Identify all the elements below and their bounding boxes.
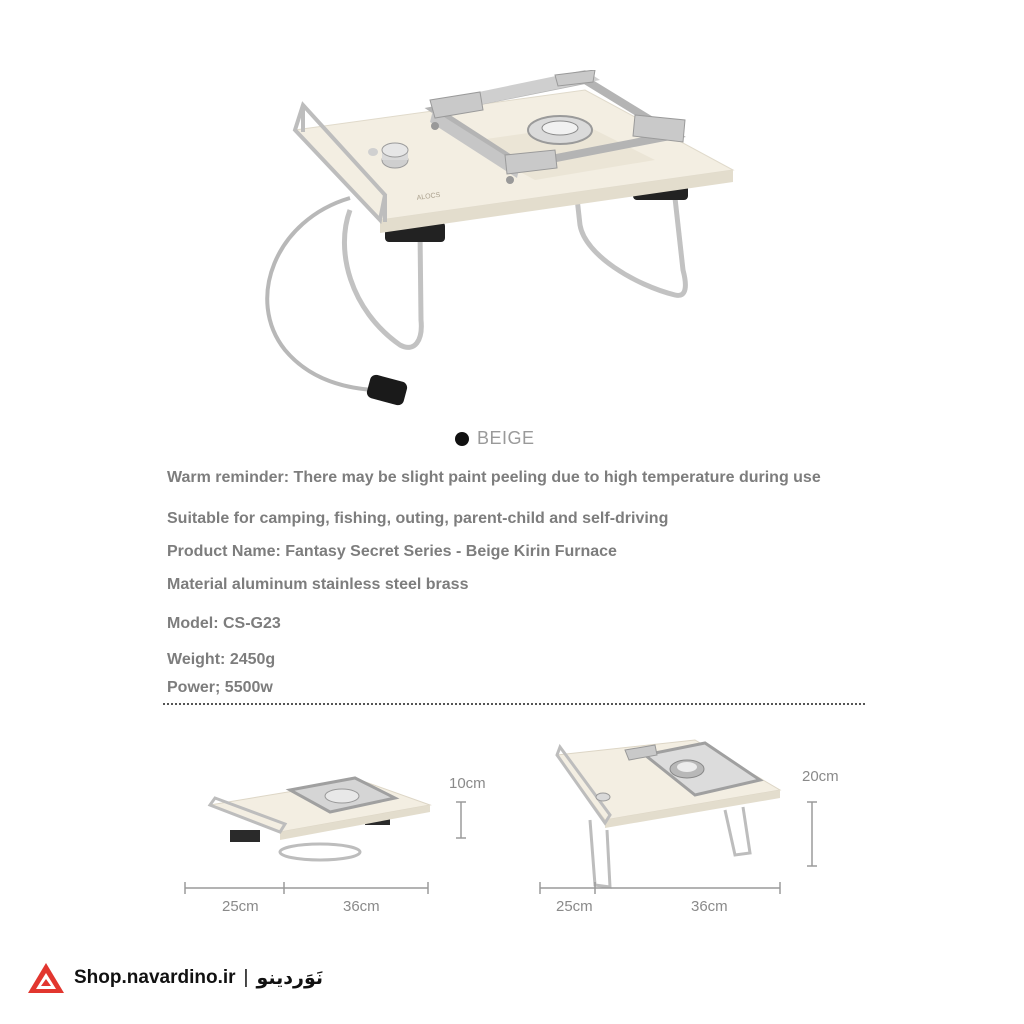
navardino-logo-icon [26, 961, 66, 995]
power-spec [167, 679, 273, 697]
folded-size-diagram [180, 760, 440, 900]
power-label: Power; [167, 679, 221, 696]
unfolded-height-line [806, 800, 818, 868]
color-swatch-dot [455, 432, 469, 446]
unfolded-height-label: 20cm [802, 768, 839, 785]
folded-width-right-label: 36cm [343, 898, 380, 915]
folded-width-left-label: 25cm [222, 898, 259, 915]
color-option-label: BEIGE [477, 428, 535, 448]
unfolded-size-diagram [535, 735, 785, 900]
product-hero-image [255, 70, 745, 415]
product-logo-text: ALOCS [416, 191, 441, 202]
weight-spec [167, 651, 275, 669]
dotted-divider [163, 703, 865, 705]
model-text: Model: CS-G23 [167, 615, 281, 632]
weight-label: Weight: [167, 651, 226, 668]
material-text: Material aluminum stainless steel brass [167, 576, 469, 593]
power-value: 5500w [224, 679, 273, 696]
suitable-for-text: Suitable for camping, fishing, outing, parent-child and self-driving [167, 510, 669, 527]
store-footer[interactable] [26, 960, 323, 996]
folded-height-label: 10cm [449, 775, 486, 792]
unfolded-width-left-label: 25cm [556, 898, 593, 915]
store-brand-name: نَوَردینو [256, 967, 324, 989]
store-url-link[interactable]: Shop.navardino.ir [74, 967, 236, 988]
footer-separator: | [243, 967, 249, 988]
weight-value: 2450g [229, 651, 276, 668]
warm-reminder-text: Warm reminder: There may be slight paint peeling due to high temperature during use [167, 469, 821, 486]
folded-height-line [455, 800, 467, 840]
unfolded-width-right-label: 36cm [691, 898, 728, 915]
color-option[interactable] [455, 428, 535, 449]
product-name-text: Product Name: Fantasy Secret Series - Beige Kirin Furnace [167, 543, 617, 560]
